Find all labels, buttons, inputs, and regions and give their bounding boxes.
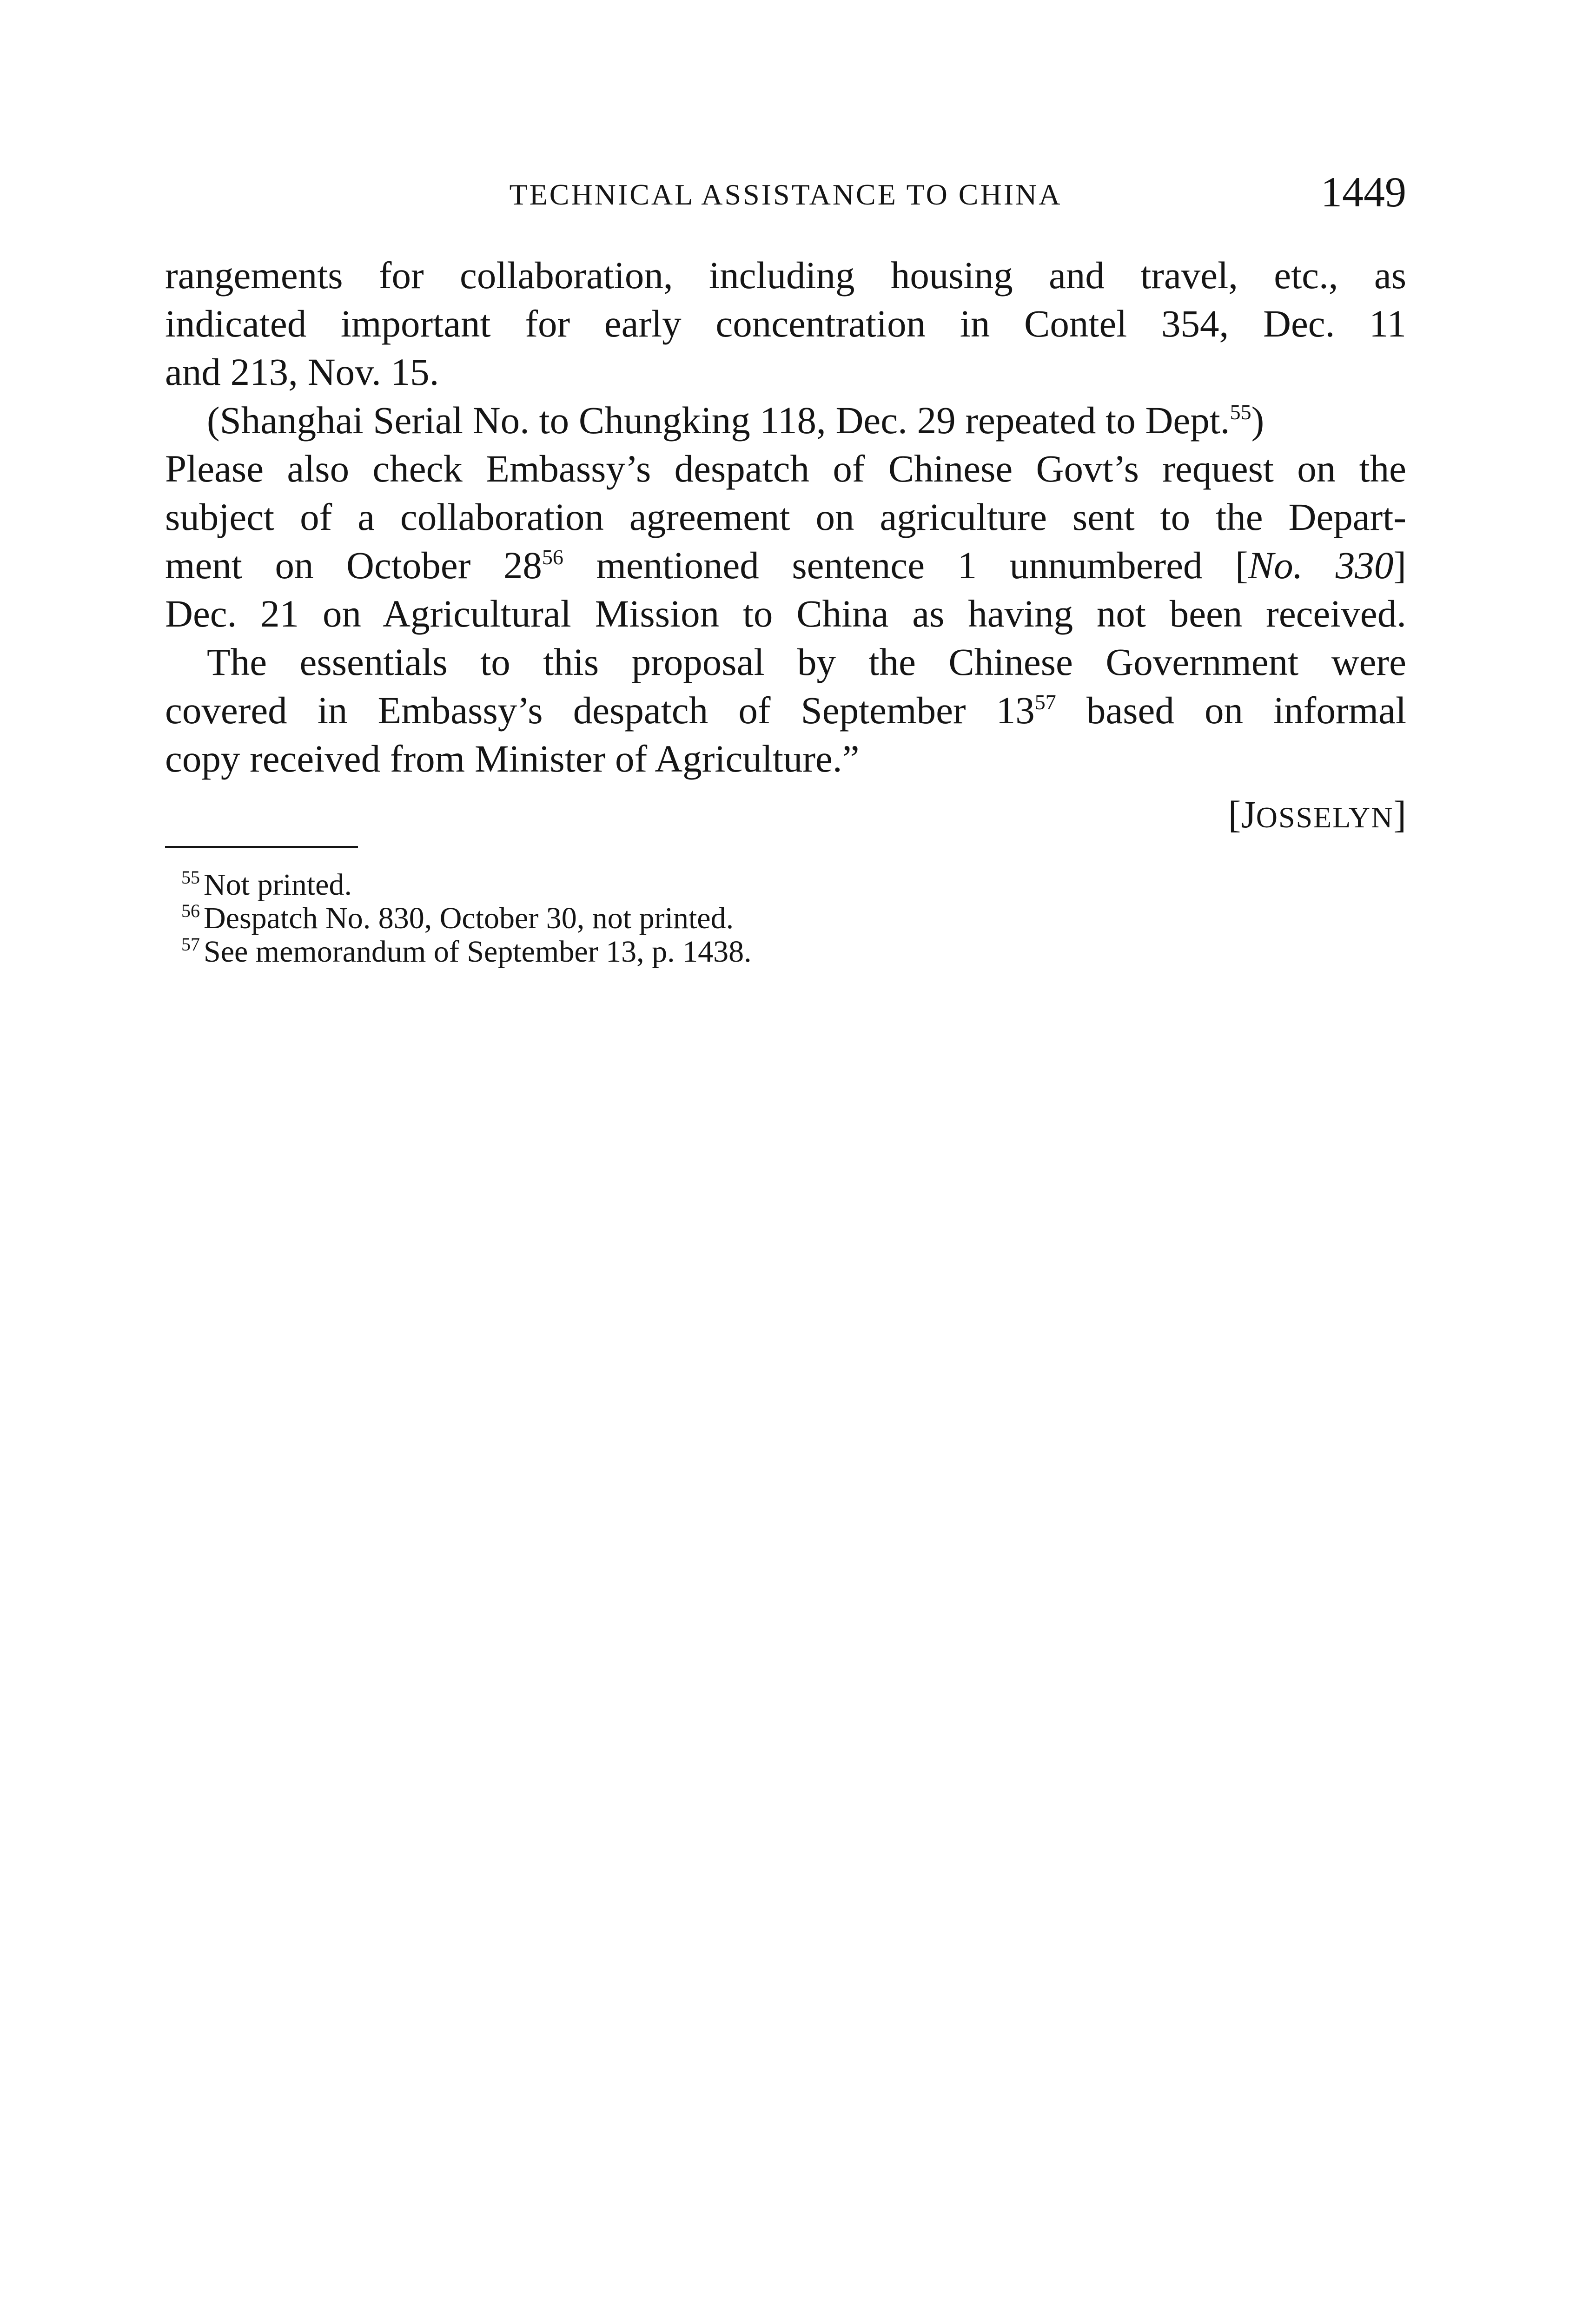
page-number: 1449 — [1321, 168, 1406, 216]
footnote — [181, 935, 752, 969]
signature-open: [J — [1228, 793, 1256, 836]
footnote — [181, 902, 752, 935]
text-line — [165, 396, 1406, 444]
signature-close: ] — [1393, 793, 1406, 836]
running-head — [165, 167, 1406, 218]
footnote-mark: 55 — [181, 867, 200, 888]
footnotes — [181, 868, 752, 969]
text-line: indicated important for early concentration in Contel 354, Dec. 11 — [165, 302, 1406, 345]
footnote-divider — [165, 846, 358, 848]
text-line — [165, 541, 1406, 589]
footnote-text: Not printed. — [204, 868, 352, 902]
italic-reference: No. 330 — [1248, 544, 1394, 587]
footnote-reference: 56 — [542, 545, 563, 569]
text-line: subject of a collaboration agreement on agriculture sent to the Depart- — [165, 495, 1406, 538]
signature — [165, 790, 1406, 842]
footnote-mark: 57 — [181, 934, 200, 955]
footnote-reference: 55 — [1230, 400, 1251, 424]
text-line: The essentials to this proposal by the Chinese Government were — [207, 640, 1406, 683]
text-fragment: ] — [1393, 544, 1406, 587]
text-fragment: based on informal — [1056, 689, 1407, 732]
footnote-text: See memorandum of September 13, p. 1438. — [204, 935, 752, 969]
running-title: TECHNICAL ASSISTANCE TO CHINA — [509, 178, 1062, 211]
text-fragment: covered in Embassy’s despatch of September 13 — [165, 689, 1035, 732]
body-text — [165, 251, 1406, 842]
signature-small-caps: OSSELYN — [1256, 801, 1394, 834]
footnote-text: Despatch No. 830, October 30, not printed. — [204, 901, 734, 935]
text-line: Please also check Embassy’s despatch of Chinese Govt’s request on the — [165, 447, 1406, 490]
footnote-mark: 56 — [181, 900, 200, 921]
text-line: rangements for collaboration, including housing and travel, etc., as — [165, 254, 1406, 297]
text-line — [165, 686, 1406, 734]
text-fragment: ) — [1251, 399, 1264, 442]
text-line: and 213, Nov. 15. — [165, 350, 439, 393]
text-line: copy received from Minister of Agriculture.” — [165, 737, 860, 780]
text-fragment: (Shanghai Serial No. to Chungking 118, Dec. 29 repeated to Dept. — [207, 399, 1230, 442]
text-line: Dec. 21 on Agricultural Mission to China as having not been received. — [165, 592, 1406, 635]
text-fragment: ment on October 28 — [165, 544, 542, 587]
text-fragment: mentioned sentence 1 unnumbered [ — [563, 544, 1248, 587]
footnote-reference: 57 — [1034, 690, 1056, 714]
footnote — [181, 868, 752, 902]
